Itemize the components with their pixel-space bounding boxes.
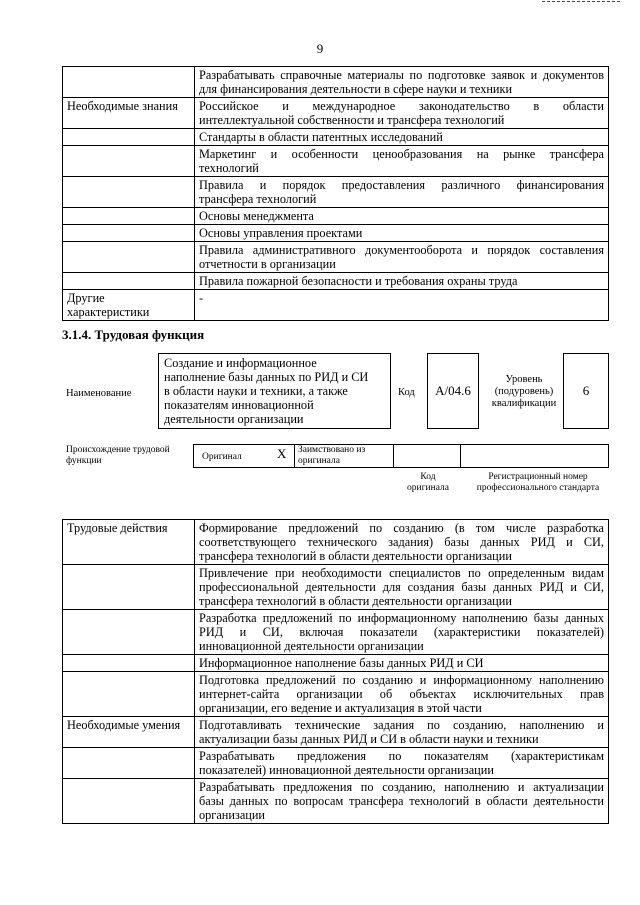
content-line: актуализации базы данных РИД и СИ в области науки и техники bbox=[199, 732, 539, 746]
borrowed-label: Заимствовано из оригинала bbox=[298, 445, 366, 466]
row-label bbox=[63, 67, 195, 98]
content-line: Стандарты в области патентных исследований bbox=[199, 130, 443, 144]
table-row bbox=[63, 290, 609, 321]
content-line: - bbox=[199, 291, 204, 305]
table-row bbox=[63, 177, 609, 208]
content-line: Разработка предложений по информационному наполнению базы данных bbox=[199, 611, 604, 625]
content-line: Основы менеджмента bbox=[199, 209, 314, 223]
function-name-line: Создание и информационное bbox=[164, 356, 317, 370]
table-row bbox=[63, 98, 609, 129]
row-content bbox=[195, 146, 609, 177]
row-label bbox=[63, 610, 195, 655]
qualification-level-box: 6 bbox=[563, 353, 609, 429]
content-line: Привлечение при необходимости специалистов по определенным видам bbox=[199, 566, 604, 580]
function-name-line: показателям инновационной bbox=[164, 398, 314, 412]
content-line: Правила пожарной безопасности и требования охраны труда bbox=[199, 274, 518, 288]
origin-label: Происхождение трудовой функции bbox=[66, 445, 170, 466]
row-label bbox=[63, 748, 195, 779]
content-line: Информационное наполнение базы данных РИД и СИ bbox=[199, 656, 484, 670]
name-label: Наименование bbox=[66, 388, 132, 399]
content-line: организации, его ведение и актуализация в этой части bbox=[199, 701, 482, 715]
content-line: Формирование предложений по созданию (в том числе разработка bbox=[199, 521, 604, 535]
content-line: соответствующего технического задания) базы данных РИД и СИ, bbox=[199, 535, 604, 549]
content-line: Правила и порядок предоставления различного финансирования bbox=[199, 178, 604, 192]
content-line: Маркетинг и особенности ценообразования на рынке трансфера bbox=[199, 147, 604, 161]
row-content bbox=[195, 655, 609, 672]
table-row bbox=[63, 67, 609, 98]
row-label: Трудовые действия bbox=[63, 520, 195, 565]
row-label bbox=[63, 225, 195, 242]
content-line: Основы управления проектами bbox=[199, 226, 363, 240]
row-content bbox=[195, 225, 609, 242]
page-number: 9 bbox=[316, 41, 324, 56]
function-code-box: A/04.6 bbox=[427, 353, 479, 429]
table-row bbox=[63, 565, 609, 610]
row-label bbox=[63, 208, 195, 225]
row-content bbox=[195, 779, 609, 824]
content-line: Разрабатывать предложения по показателям (характеристикам bbox=[199, 749, 604, 763]
table-row bbox=[63, 520, 609, 565]
top-dashed-line bbox=[542, 1, 620, 2]
row-label bbox=[63, 146, 195, 177]
content-line: отчетности в организации bbox=[199, 257, 336, 271]
table-row bbox=[63, 242, 609, 273]
table-row bbox=[63, 273, 609, 290]
row-content bbox=[195, 717, 609, 748]
row-label bbox=[63, 565, 195, 610]
row-content bbox=[195, 129, 609, 146]
row-content bbox=[195, 242, 609, 273]
content-line: трансфера технологий bbox=[199, 192, 317, 206]
row-label bbox=[63, 242, 195, 273]
row-content bbox=[195, 748, 609, 779]
row-label bbox=[63, 273, 195, 290]
row-content bbox=[195, 290, 609, 321]
content-line: РИД и СИ, включая показатели (характеристики показателей) bbox=[199, 625, 604, 639]
qualification-level-label: Уровень (подуровень) квалификации bbox=[491, 374, 557, 409]
table-row bbox=[63, 672, 609, 717]
table-row bbox=[63, 748, 609, 779]
content-line: профессиональной деятельности для создания базы данных РИД и СИ, bbox=[199, 580, 604, 594]
content-line: трансфера технологий в области деятельности организации bbox=[199, 594, 512, 608]
row-label bbox=[63, 177, 195, 208]
knowledge-table bbox=[62, 66, 609, 321]
actions-skills-table bbox=[62, 519, 609, 824]
row-content bbox=[195, 672, 609, 717]
original-label: Оригинал bbox=[202, 452, 242, 462]
table-row bbox=[63, 146, 609, 177]
row-content bbox=[195, 98, 609, 129]
content-line: технологий bbox=[199, 161, 259, 175]
content-line: трансфера технологий в области деятельности организации bbox=[199, 549, 512, 563]
content-line: базы данных по вопросам трансфера технологий в области деятельности bbox=[199, 794, 604, 808]
row-label: Необходимые умения bbox=[63, 717, 195, 748]
content-line: Российское и международное законодательство в области bbox=[199, 99, 604, 113]
row-content bbox=[195, 208, 609, 225]
content-line: Подготовка предложений по созданию и информационному наполнению bbox=[199, 673, 604, 687]
code-original-label: Код оригинала bbox=[407, 472, 449, 493]
row-label: Необходимые знания bbox=[63, 98, 195, 129]
content-line: Разрабатывать предложения по созданию, наполнению и актуализации bbox=[199, 780, 604, 794]
content-line: для финансирования деятельности в сфере науки и техники bbox=[199, 82, 513, 96]
function-name-box bbox=[158, 353, 391, 429]
row-content bbox=[195, 565, 609, 610]
original-mark: X bbox=[277, 446, 287, 461]
content-line: инновационной деятельности организации bbox=[199, 639, 424, 653]
function-name-line: в области науки и техники, а также bbox=[164, 384, 348, 398]
content-line: Правила административного документооборота и порядок составления bbox=[199, 243, 604, 257]
row-label bbox=[63, 129, 195, 146]
table-row bbox=[63, 779, 609, 824]
row-content bbox=[195, 520, 609, 565]
content-line: показателей) инновационной деятельности организации bbox=[199, 763, 494, 777]
function-name-line: деятельности организации bbox=[164, 412, 304, 426]
reg-number-label: Регистрационный номер профессионального стандарта bbox=[476, 472, 600, 493]
row-label: Другие характеристики bbox=[63, 290, 195, 321]
table-row bbox=[63, 208, 609, 225]
row-label bbox=[63, 655, 195, 672]
content-line: интеллектуальной собственности и трансфера технологий bbox=[199, 113, 505, 127]
content-line: Подготавливать технические задания по созданию, наполнению и bbox=[199, 718, 604, 732]
section-title: 3.1.4. Трудовая функция bbox=[62, 327, 205, 342]
reg-number-cell bbox=[460, 444, 609, 468]
row-content bbox=[195, 177, 609, 208]
function-name-line: наполнение базы данных по РИД и СИ bbox=[164, 370, 369, 384]
table-row bbox=[63, 225, 609, 242]
row-content bbox=[195, 273, 609, 290]
row-label bbox=[63, 672, 195, 717]
content-line: организации bbox=[199, 808, 266, 822]
content-line: интернет-сайта организации об объектах исключительных прав bbox=[199, 687, 604, 701]
table-row bbox=[63, 655, 609, 672]
table-row bbox=[63, 717, 609, 748]
code-original-cell bbox=[393, 444, 461, 468]
row-content bbox=[195, 67, 609, 98]
table-row bbox=[63, 129, 609, 146]
code-label: Код bbox=[398, 387, 415, 398]
table-row bbox=[63, 610, 609, 655]
row-label bbox=[63, 779, 195, 824]
row-content bbox=[195, 610, 609, 655]
content-line: Разрабатывать справочные материалы по подготовке заявок и документов bbox=[199, 68, 604, 82]
